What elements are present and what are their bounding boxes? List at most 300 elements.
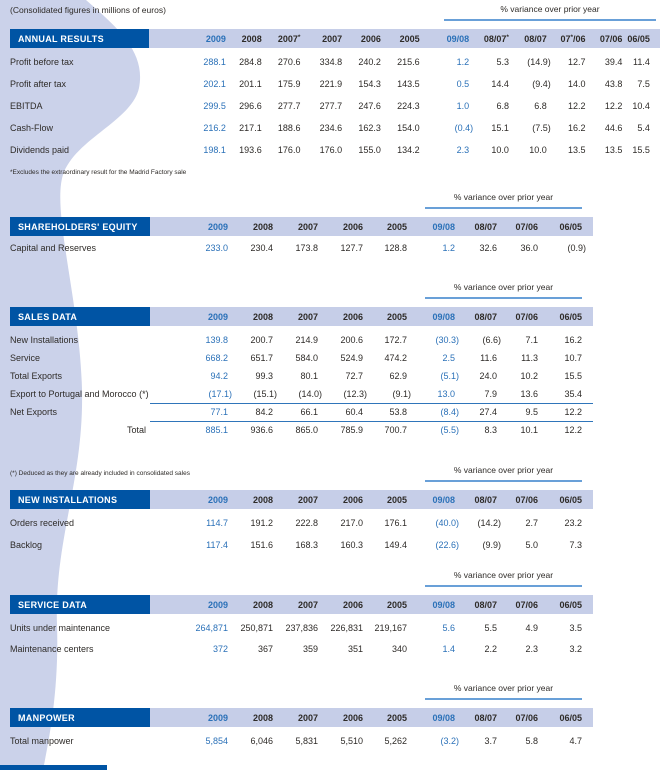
value-cell: 233.0 xyxy=(205,243,228,253)
value-cell: 200.6 xyxy=(340,335,363,345)
page-subtitle: (Consolidated figures in millions of euros) xyxy=(10,5,166,15)
col-header-2006: 2006 xyxy=(347,29,386,48)
value-cell: 11.4 xyxy=(633,57,650,67)
col-header-2005: 2005 xyxy=(368,708,412,727)
table-row-export-to-portugal-and-morocco xyxy=(10,385,593,403)
value-cell: 99.3 xyxy=(255,371,273,381)
value-cell: 151.6 xyxy=(250,540,273,550)
value-cell: 35.4 xyxy=(564,388,582,399)
value-cell: 191.2 xyxy=(250,518,273,528)
col-header-2007: 2007 xyxy=(305,29,347,48)
section-title-annual-results: ANNUAL RESULTS xyxy=(10,29,149,48)
col-header-07-06: 07/06 xyxy=(591,29,628,48)
value-cell: 5.0 xyxy=(525,540,538,550)
value-cell: 5,854 xyxy=(205,736,228,746)
value-cell: 43.8 xyxy=(604,79,623,89)
col-header-09-08: 09/08 xyxy=(425,29,475,48)
value-cell: 0.5 xyxy=(456,79,470,89)
variance-label: % variance over prior year xyxy=(453,570,554,580)
value-cell: 237,836 xyxy=(285,622,318,633)
variance-label: % variance over prior year xyxy=(500,4,600,14)
col-header-2008: 2008 xyxy=(233,217,278,236)
value-cell: (9.1) xyxy=(392,388,411,399)
value-cell: 6.8 xyxy=(534,101,547,111)
variance-header xyxy=(444,4,656,21)
value-cell: 13.0 xyxy=(437,388,455,399)
value-cell: 5.8 xyxy=(525,736,538,746)
value-cell: 32.6 xyxy=(479,243,497,253)
value-cell: 202.1 xyxy=(203,79,226,89)
row-label: Maintenance centers xyxy=(10,643,94,654)
table-row-cash-flow xyxy=(10,117,660,139)
value-cell: 2.3 xyxy=(456,145,470,155)
row-label: Total xyxy=(126,425,146,435)
value-cell: 668.2 xyxy=(205,353,228,363)
table-row-units-under-maintenance xyxy=(10,617,593,638)
value-cell: 5,262 xyxy=(384,736,407,746)
col-header-08-07: 08/07 xyxy=(460,595,502,614)
table-row-net-exports xyxy=(10,403,593,421)
value-cell: (14.0) xyxy=(298,388,322,399)
col-header-2008: 2008 xyxy=(231,29,267,48)
col-header-06-05: 06/05 xyxy=(627,29,655,48)
col-header-2006: 2006 xyxy=(323,595,368,614)
value-cell: 221.9 xyxy=(319,79,343,89)
new-installations-table xyxy=(10,490,593,556)
value-cell: 72.7 xyxy=(345,371,363,381)
value-cell: 3.7 xyxy=(484,736,497,746)
value-cell: 155.0 xyxy=(358,145,381,155)
section-title-manpower: MANPOWER xyxy=(10,708,150,727)
value-cell: 2.7 xyxy=(525,518,538,528)
value-cell: 173.8 xyxy=(295,243,318,253)
value-cell: 24.0 xyxy=(479,371,497,381)
value-cell: (17.1) xyxy=(208,388,232,399)
table-row-ebitda xyxy=(10,95,660,117)
row-label: Orders received xyxy=(10,518,75,528)
col-header-2007: 2007 xyxy=(278,490,323,509)
value-cell: 3.5 xyxy=(569,622,582,633)
row-label: Units under maintenance xyxy=(10,622,111,633)
section-sales-data xyxy=(10,282,660,439)
band-spacer xyxy=(587,307,593,326)
section-title-service-data: SERVICE DATA xyxy=(10,595,150,614)
value-cell: 3.2 xyxy=(569,643,582,654)
value-cell: 94.2 xyxy=(210,371,228,381)
value-cell: 80.1 xyxy=(300,371,318,381)
value-cell: 10.0 xyxy=(491,145,509,155)
value-cell: 5,831 xyxy=(295,736,318,746)
table-row-maintenance-centers xyxy=(10,638,593,659)
col-header-06-05: 06/05 xyxy=(543,595,587,614)
value-cell: 200.7 xyxy=(250,335,273,345)
value-cell: (14.9) xyxy=(527,57,551,67)
table-header-band xyxy=(10,708,593,727)
col-header-2008: 2008 xyxy=(233,595,278,614)
value-cell: 340 xyxy=(391,643,407,654)
section-new-installations xyxy=(10,465,660,556)
value-cell: 128.8 xyxy=(384,243,407,253)
col-header-07-06: 07/06 xyxy=(502,217,543,236)
value-cell: 219,167 xyxy=(374,622,407,633)
value-cell: 10.7 xyxy=(564,353,582,363)
value-cell: 270.6 xyxy=(277,57,301,67)
row-label: Profit after tax xyxy=(10,79,67,89)
value-cell: 240.2 xyxy=(358,57,381,67)
value-cell: 359 xyxy=(302,643,318,654)
value-cell: 154.3 xyxy=(358,79,381,89)
band-spacer xyxy=(587,217,593,236)
value-cell: 201.1 xyxy=(239,79,262,89)
section-shareholders-equity xyxy=(10,192,660,258)
value-cell: 10.1 xyxy=(502,421,543,439)
row-label: Export to Portugal and Morocco (*) xyxy=(10,389,149,399)
value-cell: 117.4 xyxy=(206,540,228,550)
col-header-2007: 2007 xyxy=(278,217,323,236)
value-cell: 288.1 xyxy=(203,57,226,67)
value-cell: 214.9 xyxy=(295,335,318,345)
col-header-06-05: 06/05 xyxy=(543,708,587,727)
col-header-2005: 2005 xyxy=(368,595,412,614)
value-cell: 5.6 xyxy=(442,622,455,633)
col-header-09-08: 09/08 xyxy=(412,490,460,509)
value-cell: 14.4 xyxy=(491,79,509,89)
value-cell: (9.9) xyxy=(482,540,501,550)
value-cell: (15.1) xyxy=(253,388,277,399)
col-header-08-07: 08/07 xyxy=(460,217,502,236)
value-cell: 224.3 xyxy=(397,101,420,111)
col-header-2006: 2006 xyxy=(323,490,368,509)
col-header-2009: 2009 xyxy=(150,595,233,614)
value-cell: 149.4 xyxy=(384,540,407,550)
col-header-2009: 2009 xyxy=(149,29,231,48)
value-cell: 4.7 xyxy=(569,736,582,746)
value-cell: (14.2) xyxy=(477,518,501,528)
bottom-accent-bar xyxy=(0,765,107,770)
table-row-profit-after-tax xyxy=(10,73,660,95)
footnote-deduced-sales: (*) Deduced as they are already included in consolidated sales xyxy=(10,470,190,477)
value-cell: 351 xyxy=(347,643,363,654)
section-manpower xyxy=(10,683,660,752)
value-cell: (5.5) xyxy=(412,421,460,439)
value-cell: 188.6 xyxy=(277,123,301,133)
col-header-08-07: 08/07 xyxy=(460,708,502,727)
col-header-07-06: 07/06 xyxy=(502,307,543,326)
col-header-07-06: 07/06 xyxy=(502,490,543,509)
col-header-2006: 2006 xyxy=(323,708,368,727)
value-cell: 5.4 xyxy=(637,123,650,133)
col-header-2009: 2009 xyxy=(150,307,233,326)
value-cell: (9.4) xyxy=(532,79,551,89)
value-cell: 700.7 xyxy=(368,421,412,439)
table-row-total xyxy=(10,421,593,439)
row-label: Total manpower xyxy=(10,736,74,746)
col-header-2006: 2006 xyxy=(323,217,368,236)
value-cell: 12.7 xyxy=(568,57,586,67)
shareholders-equity-table xyxy=(10,217,593,258)
value-cell: 10.4 xyxy=(632,101,650,111)
section-annual-results xyxy=(10,4,660,176)
col-header-2005: 2005 xyxy=(386,29,425,48)
value-cell: 134.2 xyxy=(397,145,420,155)
value-cell: 6,046 xyxy=(250,736,273,746)
variance-header xyxy=(425,683,582,700)
value-cell: 84.2 xyxy=(233,403,278,421)
value-cell: 216.2 xyxy=(203,123,226,133)
value-cell: 23.2 xyxy=(564,518,582,528)
variance-header xyxy=(425,465,582,482)
row-label: Net Exports xyxy=(10,407,58,417)
value-cell: 12.2 xyxy=(568,101,586,111)
value-cell: 15.1 xyxy=(491,123,509,133)
value-cell: (30.3) xyxy=(435,335,459,345)
value-cell: 7.3 xyxy=(569,540,582,550)
table-header-band xyxy=(10,490,593,509)
row-label: Capital and Reserves xyxy=(10,243,97,253)
value-cell: 474.2 xyxy=(384,353,407,363)
col-header-2008: 2008 xyxy=(233,708,278,727)
value-cell: 7.9 xyxy=(484,388,497,399)
value-cell: 66.1 xyxy=(278,403,323,421)
col-header-2006: 2006 xyxy=(323,307,368,326)
col-header-07-06: 07*/06 xyxy=(552,29,591,48)
value-cell: 264,871 xyxy=(195,622,228,633)
value-cell: 785.9 xyxy=(323,421,368,439)
value-cell: 230.4 xyxy=(250,243,273,253)
table-row-orders-received xyxy=(10,512,593,534)
value-cell: 217.0 xyxy=(340,518,363,528)
value-cell: 222.8 xyxy=(295,518,318,528)
table-header-band xyxy=(10,595,593,614)
table-row-service xyxy=(10,349,593,367)
value-cell: 27.4 xyxy=(460,403,502,421)
sales-data-table xyxy=(10,307,593,439)
value-cell: 77.1 xyxy=(150,403,233,421)
value-cell: 193.6 xyxy=(239,145,262,155)
col-header-06-05: 06/05 xyxy=(543,490,587,509)
value-cell: 215.6 xyxy=(397,57,420,67)
variance-label: % variance over prior year xyxy=(453,282,554,292)
band-spacer xyxy=(587,595,593,614)
variance-header xyxy=(425,282,582,299)
value-cell: 154.0 xyxy=(397,123,420,133)
value-cell: 14.0 xyxy=(568,79,586,89)
variance-header xyxy=(425,570,582,587)
value-cell: 367 xyxy=(257,643,273,654)
col-header-09-08: 09/08 xyxy=(412,307,460,326)
band-spacer xyxy=(587,708,593,727)
value-cell: 226,831 xyxy=(330,622,363,633)
value-cell: 1.0 xyxy=(456,101,470,111)
col-header-2009: 2009 xyxy=(150,708,233,727)
table-header-band xyxy=(10,307,593,326)
row-label: Cash-Flow xyxy=(10,123,54,133)
value-cell: 296.6 xyxy=(239,101,262,111)
value-cell: 247.6 xyxy=(358,101,381,111)
value-cell: 143.5 xyxy=(397,79,420,89)
value-cell: (0.4) xyxy=(454,123,474,133)
value-cell: (0.9) xyxy=(567,243,586,253)
value-cell: (22.6) xyxy=(435,540,459,550)
value-cell: 12.2 xyxy=(543,421,587,439)
col-header-2007: 2007 xyxy=(278,708,323,727)
value-cell: 2.5 xyxy=(442,353,455,363)
row-label: EBITDA xyxy=(10,101,43,111)
value-cell: 12.2 xyxy=(604,101,623,111)
table-row-backlog xyxy=(10,534,593,556)
col-header-09-08: 09/08 xyxy=(412,708,460,727)
value-cell: 160.3 xyxy=(340,540,363,550)
variance-label: % variance over prior year xyxy=(453,683,554,693)
value-cell: 12.2 xyxy=(543,403,587,421)
row-label: Dividends paid xyxy=(10,145,70,155)
value-cell: 139.8 xyxy=(205,335,228,345)
value-cell: 6.8 xyxy=(496,101,509,111)
table-row-new-installations xyxy=(10,331,593,349)
col-header-2005: 2005 xyxy=(368,307,412,326)
value-cell: 7.5 xyxy=(637,79,650,89)
section-title-sales-data: SALES DATA xyxy=(10,307,150,326)
value-cell: 13.6 xyxy=(520,388,538,399)
row-label: Total Exports xyxy=(10,371,63,381)
value-cell: 16.2 xyxy=(564,335,582,345)
value-cell: 39.4 xyxy=(604,57,623,67)
col-header-08-07: 08/07 xyxy=(460,307,502,326)
row-label: Backlog xyxy=(10,540,43,550)
value-cell: 8.3 xyxy=(460,421,502,439)
col-header-2005: 2005 xyxy=(368,490,412,509)
value-cell: 11.3 xyxy=(521,353,538,363)
value-cell: 1.2 xyxy=(456,57,470,67)
value-cell: 584.0 xyxy=(295,353,318,363)
value-cell: 4.9 xyxy=(525,622,538,633)
value-cell: 524.9 xyxy=(340,353,363,363)
value-cell: 172.7 xyxy=(384,335,407,345)
value-cell: 9.5 xyxy=(502,403,543,421)
value-cell: 176.0 xyxy=(277,145,301,155)
value-cell: 299.5 xyxy=(203,101,226,111)
value-cell: 15.5 xyxy=(564,371,582,381)
value-cell: 651.7 xyxy=(250,353,273,363)
col-header-2007: 2007* xyxy=(267,29,306,48)
col-header-2008: 2008 xyxy=(233,490,278,509)
band-spacer xyxy=(587,490,593,509)
value-cell: (3.2) xyxy=(440,736,459,746)
value-cell: 2.3 xyxy=(525,643,538,654)
variance-header xyxy=(425,192,582,209)
table-row-total-manpower xyxy=(10,730,593,752)
col-header-2005: 2005 xyxy=(368,217,412,236)
value-cell: 1.2 xyxy=(442,243,455,253)
value-cell: 44.6 xyxy=(604,123,623,133)
col-header-09-08: 09/08 xyxy=(412,217,460,236)
table-row-profit-before-tax xyxy=(10,51,660,73)
table-row-capital-and-reserves xyxy=(10,238,593,258)
col-header-2009: 2009 xyxy=(150,217,233,236)
value-cell: (7.5) xyxy=(532,123,551,133)
value-cell: 5.3 xyxy=(496,57,509,67)
value-cell: 284.8 xyxy=(239,57,262,67)
value-cell: 13.5 xyxy=(568,145,586,155)
value-cell: 62.9 xyxy=(389,371,407,381)
footnote-madrid-factory: *Excludes the extraordinary result for the Madrid Factory sale xyxy=(10,169,187,176)
value-cell: 7.1 xyxy=(525,335,538,345)
value-cell: 277.7 xyxy=(319,101,343,111)
table-row-dividends-paid xyxy=(10,139,660,161)
value-cell: 168.3 xyxy=(295,540,318,550)
value-cell: 13.5 xyxy=(604,145,623,155)
variance-label: % variance over prior year xyxy=(453,192,554,202)
value-cell: (12.3) xyxy=(343,388,367,399)
value-cell: 2.2 xyxy=(484,643,497,654)
value-cell: 176.1 xyxy=(384,518,407,528)
value-cell: 175.9 xyxy=(277,79,301,89)
table-row-total-exports xyxy=(10,367,593,385)
col-header-08-07: 08/07 xyxy=(460,490,502,509)
value-cell: 11.6 xyxy=(480,353,497,363)
value-cell: 885.1 xyxy=(150,421,233,439)
value-cell: 10.2 xyxy=(520,371,538,381)
row-label: Service xyxy=(10,353,41,363)
value-cell: 127.7 xyxy=(340,243,363,253)
row-label: Profit before tax xyxy=(10,57,74,67)
col-header-2007: 2007 xyxy=(278,307,323,326)
value-cell: 217.1 xyxy=(239,123,262,133)
value-cell: 114.7 xyxy=(206,518,228,528)
col-header-07-06: 07/06 xyxy=(502,708,543,727)
value-cell: (8.4) xyxy=(412,403,460,421)
col-header-2007: 2007 xyxy=(278,595,323,614)
value-cell: 60.4 xyxy=(323,403,368,421)
variance-label: % variance over prior year xyxy=(453,465,554,475)
row-label: New Installations xyxy=(10,335,79,345)
value-cell: 15.5 xyxy=(632,145,650,155)
value-cell: 16.2 xyxy=(568,123,586,133)
value-cell: 53.8 xyxy=(368,403,412,421)
section-title-shareholders-equity: SHAREHOLDERS' EQUITY xyxy=(10,217,150,236)
value-cell: (6.6) xyxy=(482,335,501,345)
value-cell: 10.0 xyxy=(529,145,547,155)
value-cell: 36.0 xyxy=(520,243,538,253)
col-header-08-07: 08/07 xyxy=(514,29,552,48)
col-header-2009: 2009 xyxy=(150,490,233,509)
value-cell: 176.0 xyxy=(319,145,343,155)
annual-results-table xyxy=(10,29,660,161)
value-cell: 5.5 xyxy=(484,622,497,633)
section-title-new-installations: NEW INSTALLATIONS xyxy=(10,490,150,509)
col-header-06-05: 06/05 xyxy=(543,217,587,236)
value-cell: 277.7 xyxy=(277,101,301,111)
section-service-data xyxy=(10,570,660,659)
value-cell: 372 xyxy=(212,643,228,654)
value-cell: 936.6 xyxy=(233,421,278,439)
col-header-07-06: 07/06 xyxy=(502,595,543,614)
col-header-08-07: 08/07* xyxy=(474,29,514,48)
manpower-table xyxy=(10,708,593,752)
value-cell: 1.4 xyxy=(442,643,455,654)
table-header-band xyxy=(10,29,660,48)
col-header-06-05: 06/05 xyxy=(543,307,587,326)
col-header-09-08: 09/08 xyxy=(412,595,460,614)
band-spacer xyxy=(655,29,660,48)
value-cell: 5,510 xyxy=(340,736,363,746)
value-cell: 198.1 xyxy=(203,145,226,155)
value-cell: 162.3 xyxy=(358,123,381,133)
value-cell: (40.0) xyxy=(435,518,459,528)
col-header-2008: 2008 xyxy=(233,307,278,326)
value-cell: 865.0 xyxy=(278,421,323,439)
table-header-band xyxy=(10,217,593,236)
